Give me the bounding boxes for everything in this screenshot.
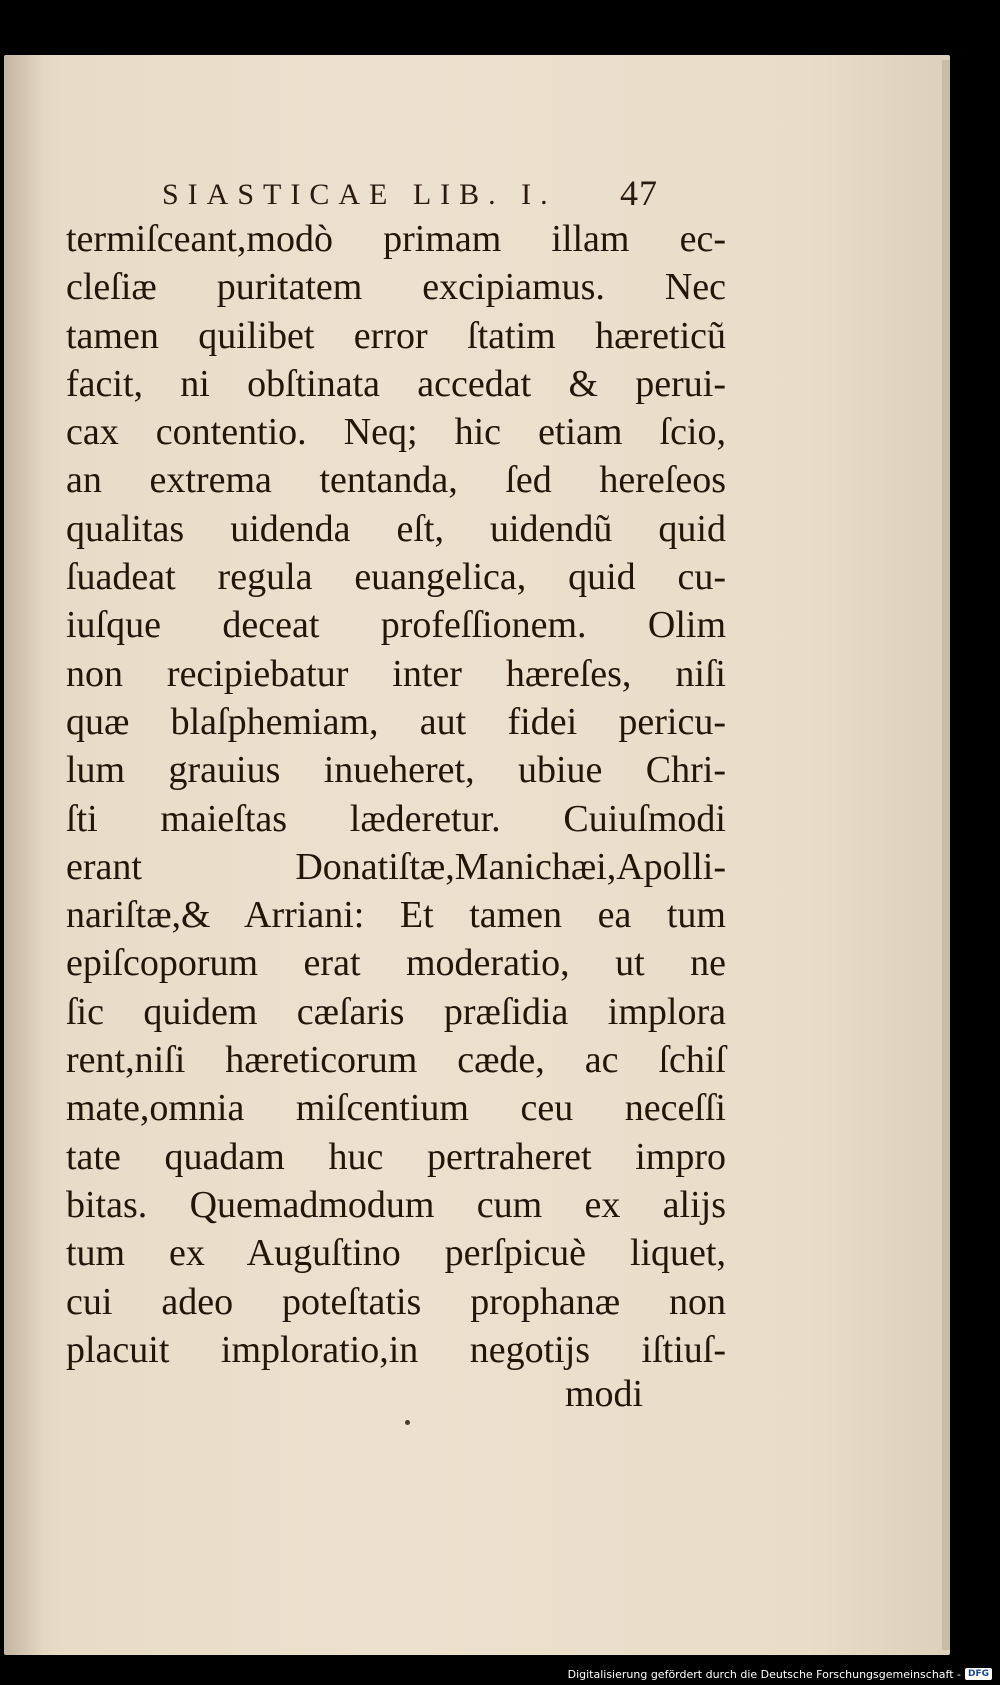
footer-credit: Digitalisierung gefördert durch die Deutsche Forschungsgemeinschaft - [567, 1667, 961, 1681]
dfg-logo-icon: DFG [965, 1668, 992, 1680]
text-line: ſuadeat regula euangelica, quid cu- [66, 556, 726, 599]
text-line: epiſcoporum erat moderatio, ut ne [66, 942, 726, 985]
text-line: quæ blaſphemiam, aut fidei pericu- [66, 700, 726, 743]
text-line: nariſtæ,& Arriani: Et tamen ea tum [66, 894, 726, 937]
text-line: tamen quilibet error ſtatim hæreticũ [66, 314, 726, 357]
text-line: cui adeo poteſtatis prophanæ non [66, 1280, 726, 1323]
text-line: placuit imploratio,in negotijs iſtiuſ- [66, 1328, 726, 1371]
digitization-footer [568, 1665, 992, 1683]
text-line: termiſceant,modò primam illam ec- [66, 218, 726, 260]
text-line: bitas. Quemadmodum cum ex alijs [66, 1183, 726, 1226]
text-line: cax contentio. Neq; hic etiam ſcio, [66, 411, 726, 454]
text-line: tate quadam huc pertraheret impro [66, 1135, 726, 1178]
text-line: tum ex Auguſtino perſpicuè liquet, [66, 1232, 726, 1275]
text-line: iuſque deceat profeſſionem. Olim [66, 604, 726, 647]
text-line: an extrema tentanda, ſed hereſeos [66, 459, 726, 502]
text-line: qualitas uidenda eſt, uidendũ quid [66, 507, 726, 550]
page-number: 47 [620, 173, 658, 213]
catchword: modi [565, 1373, 644, 1415]
text-line: rent,niſi hæreticorum cæde, ac ſchiſ [66, 1039, 726, 1082]
page-edge [942, 60, 950, 1650]
text-line: ſic quidem cæſaris præſidia implora [66, 990, 726, 1033]
ink-speck [405, 1420, 410, 1425]
text-line: facit, ni obſtinata accedat & perui- [66, 362, 726, 405]
running-title: SIASTICAE LIB. I. [162, 178, 557, 211]
text-line: cleſiæ puritatem excipiamus. Nec [66, 266, 726, 309]
text-line: erant Donatiſtæ,Manichæi,Apolli- [66, 845, 726, 888]
text-line: mate,omnia miſcentium ceu neceſſi [66, 1087, 726, 1130]
text-line: non recipiebatur inter hæreſes, niſi [66, 652, 726, 695]
gutter-shadow [4, 55, 44, 1655]
text-line: ſti maieſtas læderetur. Cuiuſmodi [66, 797, 726, 840]
body-text [66, 215, 726, 1374]
running-header [162, 173, 682, 218]
text-line: lum grauius inueheret, ubiue Chri- [66, 749, 726, 792]
